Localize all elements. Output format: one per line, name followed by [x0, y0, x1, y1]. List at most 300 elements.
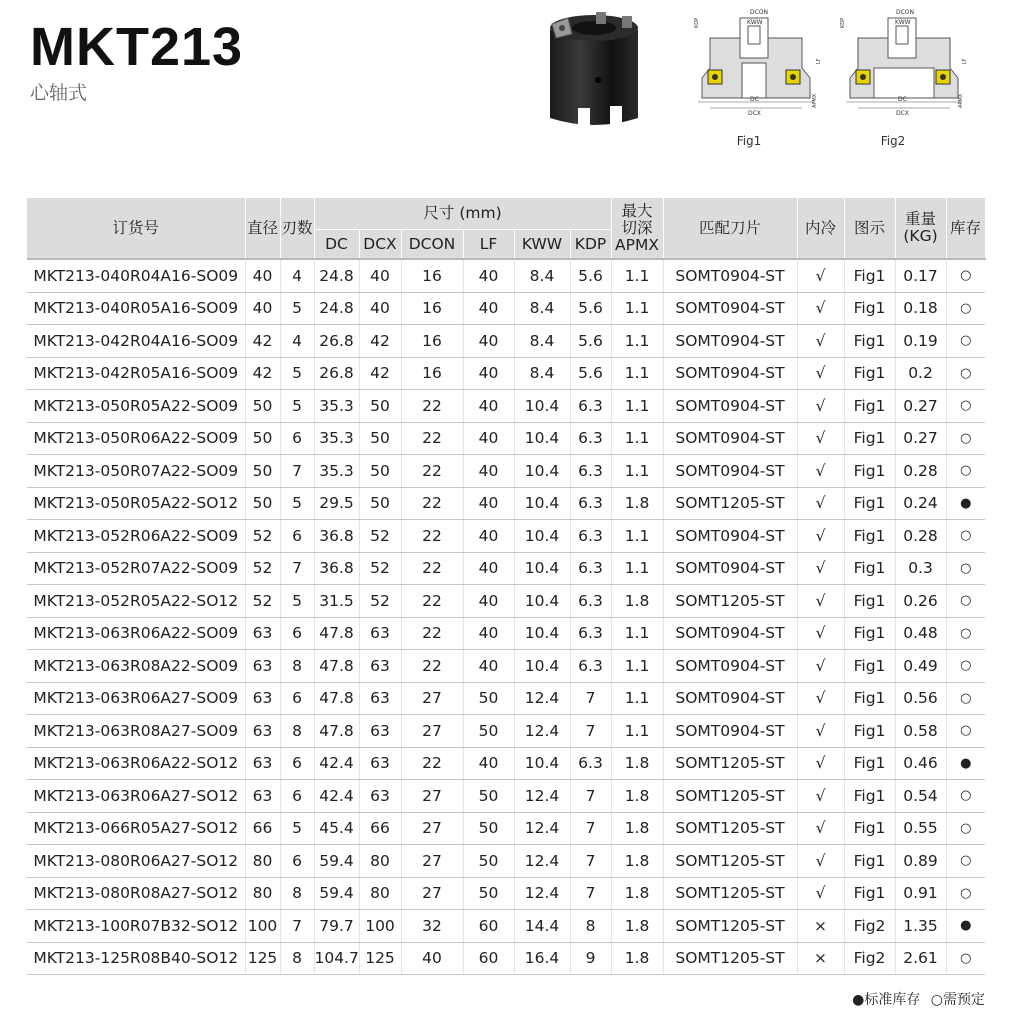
cell-kww: 10.4: [514, 747, 570, 780]
cell-dcon: 22: [401, 747, 463, 780]
cell-stock: ○: [946, 650, 985, 683]
cell-weight: 0.54: [895, 780, 946, 813]
cell-coolant: √: [797, 780, 844, 813]
cell-coolant: ×: [797, 942, 844, 975]
cell-dcx: 80: [359, 877, 401, 910]
cell-kdp: 7: [570, 780, 611, 813]
col-stock: 库存: [946, 198, 985, 259]
cell-insert: SOMT0904-ST: [663, 422, 797, 455]
cell-stock: ○: [946, 715, 985, 748]
cell-dc: 35.3: [314, 390, 359, 423]
cell-teeth: 6: [280, 422, 314, 455]
cell-figure: Fig1: [844, 292, 895, 325]
cell-stock: ○: [946, 552, 985, 585]
cell-dc: 24.8: [314, 259, 359, 292]
cell-kww: 10.4: [514, 520, 570, 553]
cell-kww: 10.4: [514, 585, 570, 618]
table-row: [27, 845, 985, 878]
cell-diameter: 40: [245, 259, 280, 292]
cell-lf: 40: [463, 292, 514, 325]
cell-teeth: 5: [280, 292, 314, 325]
cell-dc: 31.5: [314, 585, 359, 618]
cell-kww: 10.4: [514, 487, 570, 520]
svg-text:DCON: DCON: [750, 9, 769, 16]
cell-kww: 8.4: [514, 292, 570, 325]
cell-apmx: 1.1: [611, 650, 663, 683]
cell-dcon: 22: [401, 390, 463, 423]
cell-apmx: 1.1: [611, 259, 663, 292]
cell-dcx: 63: [359, 780, 401, 813]
cell-kdp: 5.6: [570, 292, 611, 325]
cell-lf: 50: [463, 682, 514, 715]
cell-apmx: 1.8: [611, 812, 663, 845]
cell-weight: 0.58: [895, 715, 946, 748]
cell-insert: SOMT0904-ST: [663, 325, 797, 358]
cell-dc: 42.4: [314, 747, 359, 780]
cell-stock: ○: [946, 812, 985, 845]
cell-order-no: MKT213-080R06A27-SO12: [27, 845, 245, 878]
cell-dcx: 63: [359, 617, 401, 650]
svg-text:KWW: KWW: [747, 19, 763, 26]
cell-apmx: 1.1: [611, 455, 663, 488]
cell-dcon: 22: [401, 552, 463, 585]
cell-teeth: 6: [280, 845, 314, 878]
cell-figure: Fig1: [844, 259, 895, 292]
cell-dc: 59.4: [314, 845, 359, 878]
fig2-caption: Fig2: [880, 134, 906, 148]
cell-order-no: MKT213-050R06A22-SO09: [27, 422, 245, 455]
cell-kww: 12.4: [514, 812, 570, 845]
cell-apmx: 1.8: [611, 747, 663, 780]
col-lf: LF: [463, 230, 514, 260]
cell-figure: Fig1: [844, 357, 895, 390]
cell-figure: Fig1: [844, 650, 895, 683]
cell-teeth: 4: [280, 259, 314, 292]
cell-order-no: MKT213-042R05A16-SO09: [27, 357, 245, 390]
cell-order-no: MKT213-063R06A22-SO09: [27, 617, 245, 650]
cell-kdp: 7: [570, 682, 611, 715]
cell-kww: 12.4: [514, 877, 570, 910]
cell-order-no: MKT213-063R06A27-SO09: [27, 682, 245, 715]
page-subtitle: 心轴式: [30, 82, 88, 104]
cell-dc: 45.4: [314, 812, 359, 845]
cell-dcx: 42: [359, 325, 401, 358]
cell-kdp: 5.6: [570, 357, 611, 390]
cell-dc: 36.8: [314, 552, 359, 585]
cell-kdp: 6.3: [570, 617, 611, 650]
cell-insert: SOMT0904-ST: [663, 357, 797, 390]
cell-apmx: 1.8: [611, 487, 663, 520]
col-insert: 匹配刀片: [663, 198, 797, 259]
cell-dcx: 125: [359, 942, 401, 975]
cell-figure: Fig1: [844, 780, 895, 813]
table-row: [27, 552, 985, 585]
cell-coolant: √: [797, 455, 844, 488]
cell-order-no: MKT213-052R06A22-SO09: [27, 520, 245, 553]
cell-kdp: 7: [570, 812, 611, 845]
cell-dcon: 40: [401, 942, 463, 975]
cell-figure: Fig1: [844, 325, 895, 358]
cell-stock: ○: [946, 422, 985, 455]
cell-lf: 60: [463, 910, 514, 943]
cell-lf: 40: [463, 585, 514, 618]
cell-weight: 0.48: [895, 617, 946, 650]
cell-apmx: 1.1: [611, 390, 663, 423]
cell-insert: SOMT0904-ST: [663, 650, 797, 683]
cell-figure: Fig1: [844, 617, 895, 650]
cell-diameter: 63: [245, 780, 280, 813]
svg-text:DC: DC: [750, 96, 759, 103]
cell-weight: 0.56: [895, 682, 946, 715]
legend-made-to-order: ○需预定: [930, 992, 985, 1008]
cell-dcx: 63: [359, 682, 401, 715]
cell-diameter: 63: [245, 682, 280, 715]
cell-lf: 60: [463, 942, 514, 975]
cell-apmx: 1.1: [611, 325, 663, 358]
cell-figure: Fig1: [844, 877, 895, 910]
cell-dcx: 50: [359, 390, 401, 423]
cell-figure: Fig1: [844, 747, 895, 780]
cell-stock: ○: [946, 520, 985, 553]
cell-kdp: 7: [570, 877, 611, 910]
cell-kdp: 5.6: [570, 259, 611, 292]
cell-dcx: 63: [359, 650, 401, 683]
cell-dcx: 66: [359, 812, 401, 845]
cell-apmx: 1.1: [611, 292, 663, 325]
cell-teeth: 5: [280, 390, 314, 423]
table-row: [27, 520, 985, 553]
cell-kdp: 5.6: [570, 325, 611, 358]
cell-weight: 0.2: [895, 357, 946, 390]
cell-dcon: 16: [401, 259, 463, 292]
table-row: [27, 292, 985, 325]
cell-teeth: 5: [280, 585, 314, 618]
table-row: [27, 325, 985, 358]
svg-text:KDP: KDP: [694, 17, 700, 28]
cell-figure: Fig1: [844, 845, 895, 878]
cell-teeth: 6: [280, 682, 314, 715]
cell-weight: 0.28: [895, 455, 946, 488]
cell-apmx: 1.1: [611, 715, 663, 748]
cell-diameter: 42: [245, 325, 280, 358]
cell-figure: Fig1: [844, 812, 895, 845]
cell-diameter: 63: [245, 747, 280, 780]
cell-weight: 0.17: [895, 259, 946, 292]
cell-weight: 0.89: [895, 845, 946, 878]
cell-order-no: MKT213-080R08A27-SO12: [27, 877, 245, 910]
cell-kww: 12.4: [514, 845, 570, 878]
cell-lf: 40: [463, 259, 514, 292]
svg-text:DCX: DCX: [896, 110, 909, 117]
cell-teeth: 5: [280, 812, 314, 845]
cell-diameter: 52: [245, 585, 280, 618]
cell-dcon: 27: [401, 682, 463, 715]
cell-weight: 0.26: [895, 585, 946, 618]
cell-insert: SOMT1205-ST: [663, 845, 797, 878]
cell-kww: 12.4: [514, 715, 570, 748]
cell-apmx: 1.1: [611, 682, 663, 715]
cell-kww: 10.4: [514, 617, 570, 650]
col-kdp: KDP: [570, 230, 611, 260]
cell-teeth: 7: [280, 910, 314, 943]
col-teeth: 刃数: [280, 198, 314, 259]
cell-insert: SOMT0904-ST: [663, 715, 797, 748]
cell-insert: SOMT1205-ST: [663, 747, 797, 780]
cell-apmx: 1.8: [611, 585, 663, 618]
cell-insert: SOMT0904-ST: [663, 552, 797, 585]
cell-dcon: 22: [401, 617, 463, 650]
cell-insert: SOMT1205-ST: [663, 585, 797, 618]
table-row: [27, 715, 985, 748]
cell-dcon: 22: [401, 487, 463, 520]
cell-dcx: 52: [359, 552, 401, 585]
svg-text:DCX: DCX: [748, 110, 761, 117]
cell-insert: SOMT1205-ST: [663, 942, 797, 975]
cell-teeth: 6: [280, 747, 314, 780]
cell-coolant: √: [797, 487, 844, 520]
cell-apmx: 1.1: [611, 422, 663, 455]
cell-dcx: 50: [359, 487, 401, 520]
cell-stock: ○: [946, 259, 985, 292]
cell-coolant: √: [797, 877, 844, 910]
cell-insert: SOMT0904-ST: [663, 390, 797, 423]
cell-weight: 0.27: [895, 422, 946, 455]
table-row: [27, 455, 985, 488]
cell-dc: 47.8: [314, 715, 359, 748]
col-dims-group: 尺寸 (mm): [314, 198, 611, 230]
cell-stock: ○: [946, 845, 985, 878]
cell-weight: 2.61: [895, 942, 946, 975]
cell-lf: 50: [463, 812, 514, 845]
table-row: [27, 877, 985, 910]
cell-order-no: MKT213-052R05A22-SO12: [27, 585, 245, 618]
cell-dcx: 63: [359, 747, 401, 780]
col-weight: 重量 (KG): [895, 198, 946, 259]
cell-lf: 40: [463, 650, 514, 683]
cell-lf: 40: [463, 552, 514, 585]
cell-insert: SOMT0904-ST: [663, 682, 797, 715]
cell-teeth: 4: [280, 325, 314, 358]
cell-figure: Fig1: [844, 455, 895, 488]
cell-coolant: √: [797, 520, 844, 553]
cell-dcx: 40: [359, 292, 401, 325]
cell-weight: 0.18: [895, 292, 946, 325]
cell-kdp: 8: [570, 910, 611, 943]
cell-coolant: ×: [797, 910, 844, 943]
cell-dcx: 100: [359, 910, 401, 943]
cell-order-no: MKT213-052R07A22-SO09: [27, 552, 245, 585]
cell-kdp: 6.3: [570, 487, 611, 520]
cell-apmx: 1.1: [611, 552, 663, 585]
table-row: [27, 487, 985, 520]
cell-dc: 26.8: [314, 325, 359, 358]
cell-figure: Fig1: [844, 552, 895, 585]
cell-stock: ○: [946, 780, 985, 813]
cell-dcx: 50: [359, 455, 401, 488]
cell-apmx: 1.8: [611, 845, 663, 878]
cell-kww: 8.4: [514, 357, 570, 390]
cell-stock: ○: [946, 877, 985, 910]
cell-apmx: 1.1: [611, 617, 663, 650]
cell-apmx: 1.8: [611, 910, 663, 943]
cell-kdp: 7: [570, 845, 611, 878]
cell-diameter: 80: [245, 877, 280, 910]
col-dcon: DCON: [401, 230, 463, 260]
cell-kww: 8.4: [514, 259, 570, 292]
cell-lf: 40: [463, 747, 514, 780]
cell-stock: ○: [946, 390, 985, 423]
cell-stock: ○: [946, 357, 985, 390]
cell-stock: ○: [946, 455, 985, 488]
cell-weight: 0.27: [895, 390, 946, 423]
cell-lf: 50: [463, 845, 514, 878]
cell-weight: 0.46: [895, 747, 946, 780]
cell-weight: 0.55: [895, 812, 946, 845]
cell-kww: 12.4: [514, 780, 570, 813]
cell-kdp: 9: [570, 942, 611, 975]
cell-diameter: 100: [245, 910, 280, 943]
cell-order-no: MKT213-040R04A16-SO09: [27, 259, 245, 292]
cell-apmx: 1.1: [611, 357, 663, 390]
cell-diameter: 66: [245, 812, 280, 845]
cell-order-no: MKT213-063R08A22-SO09: [27, 650, 245, 683]
cell-lf: 40: [463, 520, 514, 553]
cell-kww: 10.4: [514, 650, 570, 683]
table-row: [27, 910, 985, 943]
cell-kww: 10.4: [514, 455, 570, 488]
svg-text:LF: LF: [816, 58, 822, 64]
cell-figure: Fig1: [844, 585, 895, 618]
table-row: [27, 942, 985, 975]
cell-order-no: MKT213-050R07A22-SO09: [27, 455, 245, 488]
cell-diameter: 50: [245, 455, 280, 488]
cell-apmx: 1.8: [611, 942, 663, 975]
cell-weight: 0.3: [895, 552, 946, 585]
cell-teeth: 8: [280, 942, 314, 975]
cell-diameter: 80: [245, 845, 280, 878]
cell-figure: Fig2: [844, 910, 895, 943]
cell-dcx: 80: [359, 845, 401, 878]
cell-kdp: 6.3: [570, 747, 611, 780]
cell-order-no: MKT213-066R05A27-SO12: [27, 812, 245, 845]
col-diameter: 直径: [245, 198, 280, 259]
table-row: [27, 650, 985, 683]
cell-lf: 40: [463, 325, 514, 358]
col-order-no: 订货号: [27, 198, 245, 259]
cell-lf: 50: [463, 877, 514, 910]
svg-text:DC: DC: [898, 96, 907, 103]
cell-coolant: √: [797, 715, 844, 748]
cell-kww: 10.4: [514, 390, 570, 423]
cell-coolant: √: [797, 650, 844, 683]
col-dcx: DCX: [359, 230, 401, 260]
cell-dcon: 16: [401, 292, 463, 325]
col-kww: KWW: [514, 230, 570, 260]
cell-insert: SOMT1205-ST: [663, 780, 797, 813]
cell-dc: 35.3: [314, 422, 359, 455]
cell-dcx: 40: [359, 259, 401, 292]
cell-dcx: 50: [359, 422, 401, 455]
cell-weight: 0.24: [895, 487, 946, 520]
cell-diameter: 42: [245, 357, 280, 390]
cell-figure: Fig1: [844, 422, 895, 455]
cell-figure: Fig1: [844, 682, 895, 715]
cell-weight: 0.49: [895, 650, 946, 683]
cell-order-no: MKT213-063R06A27-SO12: [27, 780, 245, 813]
cell-diameter: 50: [245, 390, 280, 423]
cell-lf: 40: [463, 487, 514, 520]
cell-weight: 1.35: [895, 910, 946, 943]
svg-text:DCON: DCON: [896, 9, 915, 16]
table-row: [27, 617, 985, 650]
cell-kww: 8.4: [514, 325, 570, 358]
cell-weight: 0.91: [895, 877, 946, 910]
cell-order-no: MKT213-125R08B40-SO12: [27, 942, 245, 975]
cell-order-no: MKT213-063R06A22-SO12: [27, 747, 245, 780]
svg-text:APMX: APMX: [958, 93, 964, 108]
cell-dc: 26.8: [314, 357, 359, 390]
cell-kdp: 7: [570, 715, 611, 748]
cell-dcon: 22: [401, 650, 463, 683]
cell-dcon: 16: [401, 357, 463, 390]
table-row: [27, 780, 985, 813]
cell-order-no: MKT213-042R04A16-SO09: [27, 325, 245, 358]
cell-lf: 40: [463, 617, 514, 650]
fig1-drawing: [690, 8, 826, 120]
cell-coolant: √: [797, 325, 844, 358]
cell-teeth: 6: [280, 617, 314, 650]
cell-coolant: √: [797, 585, 844, 618]
page-title: MKT213: [30, 17, 244, 77]
cell-stock: ○: [946, 292, 985, 325]
cell-coolant: √: [797, 292, 844, 325]
cell-diameter: 52: [245, 552, 280, 585]
cell-kww: 10.4: [514, 422, 570, 455]
cell-dcx: 42: [359, 357, 401, 390]
cell-diameter: 40: [245, 292, 280, 325]
cell-stock: ○: [946, 585, 985, 618]
svg-text:APMX: APMX: [812, 93, 818, 108]
cell-dc: 35.3: [314, 455, 359, 488]
cell-apmx: 1.1: [611, 520, 663, 553]
fig1-caption: Fig1: [736, 134, 762, 148]
cell-coolant: √: [797, 390, 844, 423]
col-figure: 图示: [844, 198, 895, 259]
cell-teeth: 6: [280, 780, 314, 813]
cell-coolant: √: [797, 422, 844, 455]
cell-coolant: √: [797, 552, 844, 585]
table-row: [27, 682, 985, 715]
cell-figure: Fig2: [844, 942, 895, 975]
cell-insert: SOMT1205-ST: [663, 877, 797, 910]
cell-apmx: 1.8: [611, 877, 663, 910]
cell-kww: 14.4: [514, 910, 570, 943]
cell-stock: ○: [946, 325, 985, 358]
cell-kdp: 6.3: [570, 422, 611, 455]
cell-order-no: MKT213-063R08A27-SO09: [27, 715, 245, 748]
cell-kww: 10.4: [514, 552, 570, 585]
svg-text:KDP: KDP: [840, 17, 846, 28]
cell-insert: SOMT1205-ST: [663, 910, 797, 943]
cell-dc: 47.8: [314, 650, 359, 683]
cell-dc: 104.7: [314, 942, 359, 975]
table-row: [27, 747, 985, 780]
cell-dcx: 52: [359, 585, 401, 618]
cell-diameter: 50: [245, 422, 280, 455]
cell-dc: 42.4: [314, 780, 359, 813]
col-dc: DC: [314, 230, 359, 260]
cell-dc: 29.5: [314, 487, 359, 520]
